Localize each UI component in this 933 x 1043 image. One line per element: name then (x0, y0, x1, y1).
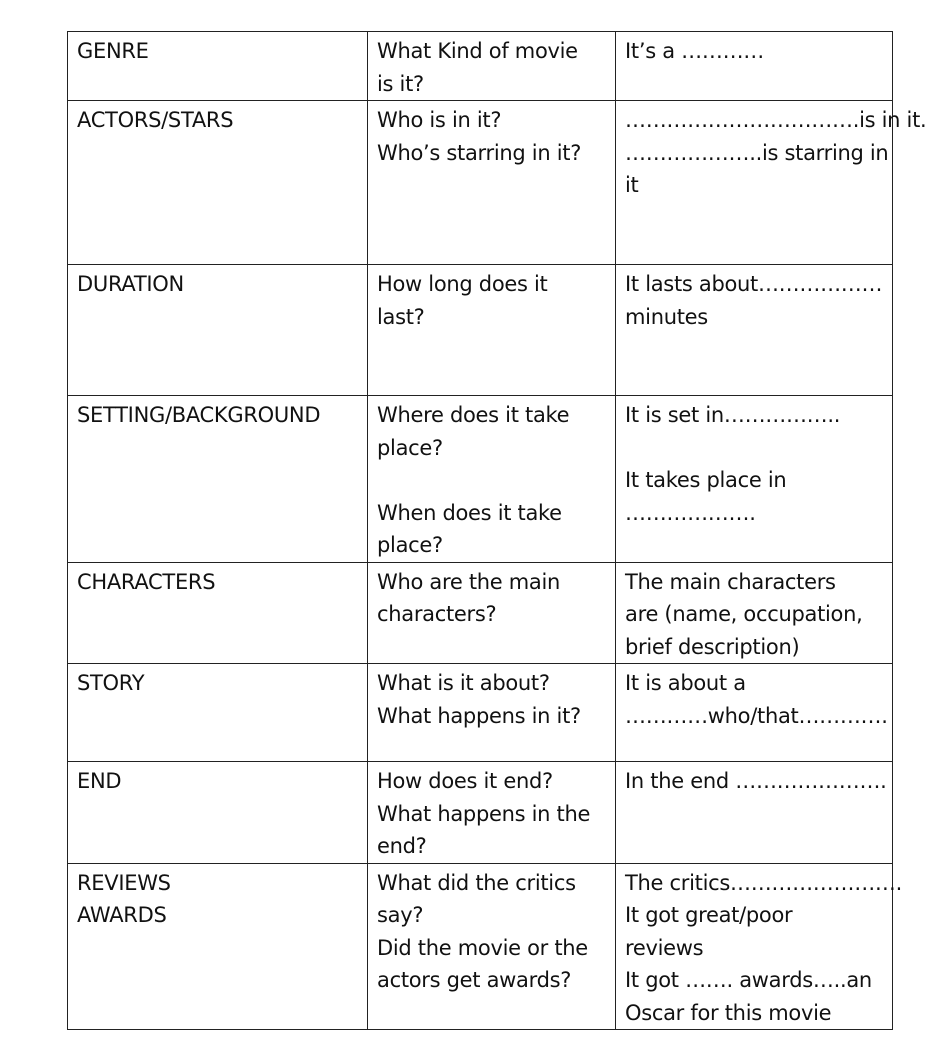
topic-cell (68, 101, 368, 265)
question-text: How does it end? (377, 769, 553, 793)
answer-cell (616, 101, 927, 265)
topic-cell (68, 562, 368, 664)
answer-text: The main characters (625, 569, 836, 594)
movie-review-worksheet-table (67, 31, 927, 1030)
topic-label: CHARACTERS (77, 569, 216, 594)
answer-text: It’s a ………… (625, 39, 764, 63)
answer-text: ………………..is starring in (625, 140, 889, 165)
question-text: What happens in the (377, 801, 591, 826)
answer-text: …………who/that…………. (625, 703, 888, 728)
answer-text: It got great/poor (625, 903, 793, 927)
answer-cell (616, 32, 893, 101)
question-text: When does it take (377, 500, 562, 525)
topic-label: ACTORS/STARS (77, 108, 234, 132)
question-text: say? (377, 903, 424, 927)
answer-cell (616, 664, 893, 762)
question-text: last? (377, 304, 425, 329)
answer-cell (616, 562, 893, 664)
question-cell (368, 396, 616, 563)
question-cell (368, 562, 616, 664)
answer-text: It got ……. awards…..an (625, 968, 872, 992)
spacer (625, 432, 883, 465)
question-text: Where does it take (377, 403, 570, 427)
topic-label: REVIEWS (77, 870, 171, 895)
topic-cell (68, 863, 368, 1030)
spacer (377, 464, 606, 497)
question-text: What happens in it? (377, 703, 581, 728)
question-text: Who’s starring in it? (377, 140, 582, 165)
answer-cell (616, 863, 902, 1030)
question-text: Did the movie or the (377, 935, 588, 960)
topic-label: STORY (77, 671, 145, 695)
answer-text: It is set in…………….. (625, 403, 841, 427)
topic-label: SETTING/BACKGROUND (77, 403, 321, 427)
question-text: place? (377, 533, 443, 557)
topic-label: END (77, 769, 122, 793)
topic-cell (68, 762, 368, 864)
answer-text: Oscar for this movie (625, 1000, 832, 1025)
table-row-actors (68, 101, 893, 265)
answer-text: it (625, 173, 639, 197)
question-cell (368, 863, 616, 1030)
answer-text: It is about a (625, 671, 746, 695)
question-text: Who are the main (377, 569, 561, 594)
answer-cell (616, 265, 893, 396)
question-cell (368, 762, 616, 864)
table-row-characters (68, 562, 893, 664)
answer-text: minutes (625, 304, 708, 329)
topic-cell (68, 265, 368, 396)
question-text: actors get awards? (377, 968, 572, 992)
topic-cell (68, 664, 368, 762)
topic-cell (68, 32, 368, 101)
question-cell (368, 265, 616, 396)
question-cell (368, 32, 616, 101)
question-text: end? (377, 834, 427, 858)
question-text: What Kind of movie (377, 39, 578, 63)
question-text: is it? (377, 71, 424, 96)
answer-text: …………………………….is in it. (625, 108, 927, 132)
table-row-genre (68, 32, 893, 101)
table-row-reviews (68, 863, 893, 1030)
topic-label: AWARDS (77, 903, 167, 927)
answer-text: ………………. (625, 500, 756, 525)
answer-text: brief description) (625, 634, 800, 659)
answer-text: are (name, occupation, (625, 602, 863, 626)
answer-text: The critics……………………. (625, 870, 902, 895)
answer-cell (616, 762, 893, 864)
question-text: What did the critics (377, 870, 576, 895)
question-text: How long does it (377, 272, 548, 296)
table-row-setting (68, 396, 893, 563)
answer-text: reviews (625, 935, 704, 960)
answer-text: It lasts about……………… (625, 272, 883, 296)
topic-label: GENRE (77, 39, 149, 63)
question-text: place? (377, 435, 443, 460)
topic-cell (68, 396, 368, 563)
question-text: Who is in it? (377, 108, 502, 132)
answer-text: It takes place in (625, 468, 787, 492)
question-text: characters? (377, 602, 497, 626)
question-cell (368, 664, 616, 762)
answer-text: In the end …………………. (625, 769, 887, 793)
table-row-end (68, 762, 893, 864)
table-row-story (68, 664, 893, 762)
question-cell (368, 101, 616, 265)
table-row-duration (68, 265, 893, 396)
answer-cell (616, 396, 893, 563)
topic-label: DURATION (77, 272, 184, 296)
question-text: What is it about? (377, 671, 550, 695)
